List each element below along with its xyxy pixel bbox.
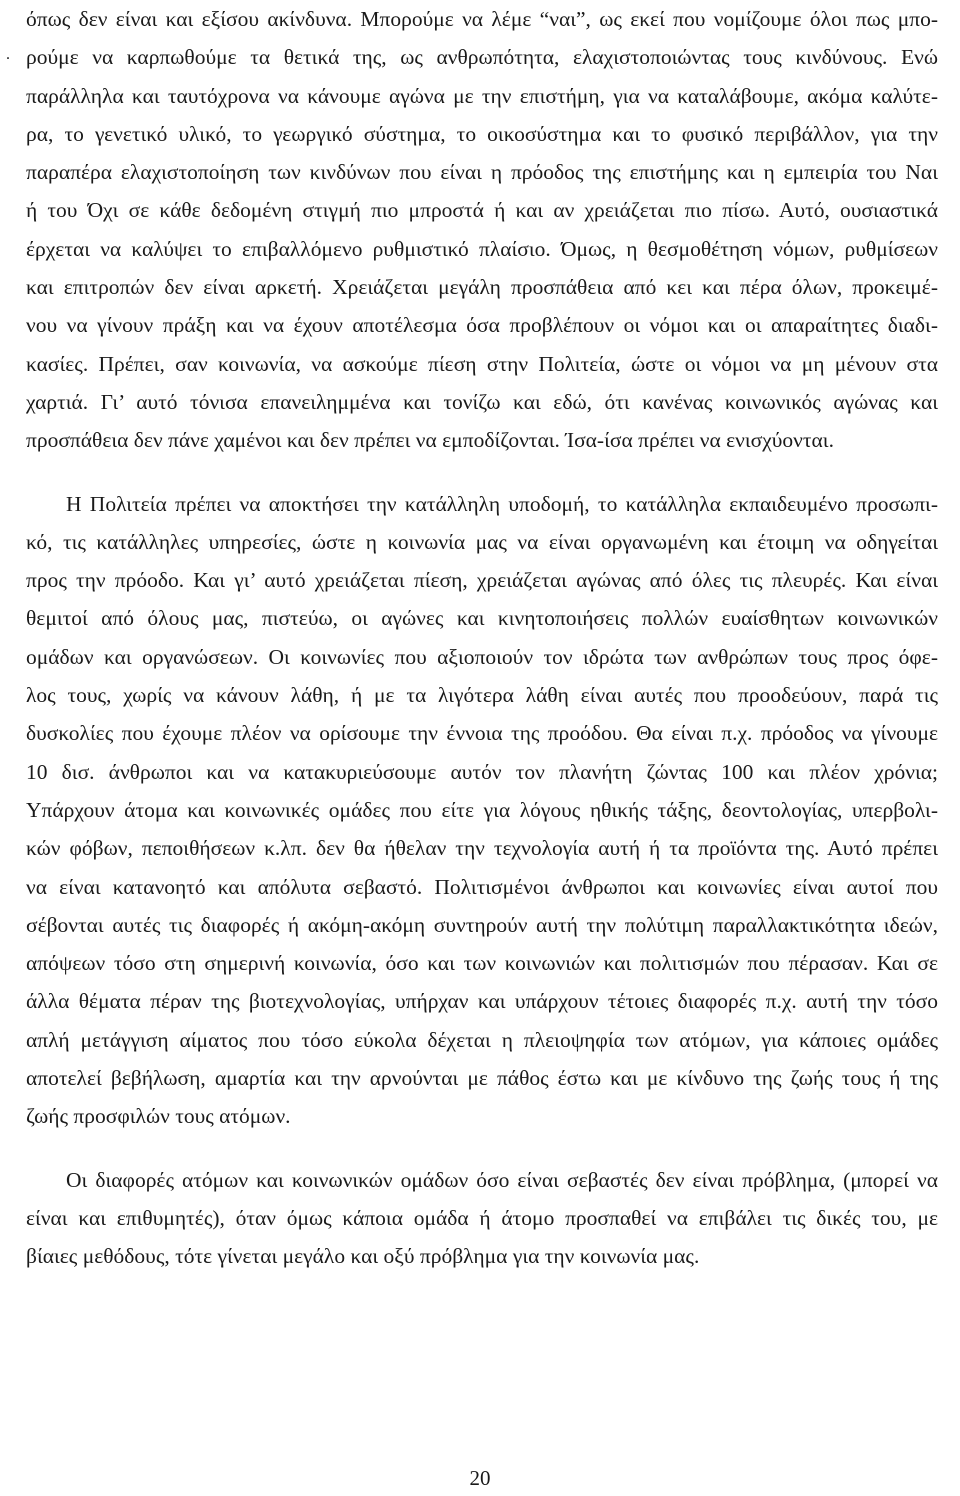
text-line: σέβονται αυτές τις διαφορές ή ακόμη-ακόμη συντηρούν αυτή την πολύτιμη παραλλακτικότητα ιδεών, (26, 912, 938, 937)
paragraph (26, 485, 938, 1136)
text-line: κών φόβων, πεποιθήσεων κ.λπ. δεν θα ήθελαν την τεχνολογία αυτή ή τα προϊόντα της. Αυτό πρέπει (26, 836, 938, 861)
text-line: και επιτροπών δεν είναι αρκετή. Χρειάζεται μεγάλη προσπάθεια από κει και πέρα όλων, προκειμέ- (26, 275, 938, 300)
text-line: να είναι κατανοητό και απόλυτα σεβαστό. Πολιτισμένοι άνθρωποι και κοινωνίες είναι αυτοί που (26, 874, 938, 899)
text-line: απλή μετάγγιση αίματος που τόσο εύκολα δέχεται η πλειοψηφία των ατόμων, για κάποιες ομάδες (26, 1027, 938, 1052)
text-line: κασίες. Πρέπει, σαν κοινωνία, να ασκούμε πίεση στην Πολιτεία, ώστε οι νόμοι να μη μένουν στα (26, 351, 938, 376)
text-line: παραπέρα ελαχιστοποίηση των κινδύνων που είναι η πρόοδος της επιστήμης και η εμπειρία του Ναι (26, 160, 938, 185)
margin-dot: . (6, 46, 10, 63)
text-line: ρα, το γενετικό υλικό, το γεωργικό σύστημα, το οικοσύστημα και το φυσικό περιβάλλον, για την (26, 121, 938, 146)
text-line: κό, τις κατάλληλες υπηρεσίες, ώστε η κοινωνία μας να είναι οργανωμένη και έτοιμη να οδηγείται (26, 529, 938, 554)
text-line: όπως δεν είναι και εξίσου ακίνδυνα. Μπορούμε να λέμε “ναι”, ως εκεί που νομίζουμε όλοι πως μπο- (26, 7, 938, 31)
text-line: 10 δισ. άνθρωποι και να κατακυριεύσουμε αυτόν τον πλανήτη ζώντας 100 και πλέον χρόνια; (26, 759, 938, 784)
text-line: λος τους, χωρίς να κάνουν λάθη, ή με τα λιγότερα λάθη είναι αυτές που προοδεύουν, παρά τις (26, 683, 938, 708)
text-line: Οι διαφορές ατόμων και κοινωνικών ομάδων όσο είναι σεβαστές δεν είναι πρόβλημα, (μπορεί να (66, 1167, 938, 1192)
text-line: απόψεων τόσο στη σημερινή κοινωνία, όσο και των κοινωνιών και πολιτισμών που πέρασαν. Και σε (26, 951, 938, 976)
text-line: ρούμε να καρπωθούμε τα θετικά της, ως ανθρωπότητα, ελαχιστοποιώντας τους κινδύνους. Ενώ (26, 45, 938, 70)
text-line: Η Πολιτεία πρέπει να αποκτήσει την κατάλληλη υποδομή, το κατάλληλα εκπαιδευμένο προσωπι- (66, 491, 938, 516)
page-number: 20 (469, 1466, 491, 1490)
text-line: άλλα θέματα πέραν της βιοτεχνολογίας, υπήρχαν και υπάρχουν τέτοιες διαφορές π.χ. αυτή την τόσο (26, 989, 938, 1014)
text-line: αποτελεί βεβήλωση, αμαρτία και την αρνούνται με πάθος έστω και με κίνδυνο της ζωής τους ή της (26, 1066, 938, 1091)
text-line: είναι και επιθυμητές), όταν όμως κάποια ομάδα ή άτομο προσπαθεί να επιβάλει τις δικές του, με (26, 1205, 938, 1230)
text-line: δυσκολίες που έχουμε πλέον να ορίσουμε την έννοια της προόδου. Θα είναι π.χ. πρόοδος να γίνουμε (26, 721, 938, 746)
text-line: ή του Όχι σε κάθε δεδομένη στιγμή πιο μπροστά ή και αν χρειάζεται πιο πίσω. Αυτό, ουσιαστικά (26, 198, 938, 223)
paragraph (26, 0, 938, 460)
text-line: προς την πρόοδο. Και γι’ αυτό χρειάζεται πίεση, χρειάζεται αγώνας από όλες τις πλευρές. Και είναι (26, 568, 938, 593)
text-line: προσπάθεια δεν πάνε χαμένοι και δεν πρέπει να εμποδίζονται. Ίσα-ίσα πρέπει να ενισχύονται. (26, 428, 834, 453)
paragraph (26, 1161, 938, 1276)
text-line: ομάδων και οργανώσεων. Οι κοινωνίες που αξιοποιούν τον ιδρώτα των ανθρώπων τους προς όφε- (26, 644, 938, 669)
document-page (26, 0, 938, 1276)
text-line: παράλληλα και ταυτόχρονα να κάνουμε αγώνα με την επιστήμη, για να καταλάβουμε, ακόμα καλύτε- (26, 83, 938, 108)
text-line: βίαιες μεθόδους, τότε γίνεται μεγάλο και οξύ πρόβλημα για την κοινωνία μας. (26, 1244, 700, 1269)
text-line: χαρτιά. Γι’ αυτό τόνισα επανειλημμένα και τονίζω και εδώ, ότι κανένας κοινωνικός αγώνας και (26, 389, 938, 414)
text-line: ζωής προσφιλών τους ατόμων. (26, 1104, 291, 1129)
text-line: θεμιτοί από όλους μας, πιστεύω, οι αγώνες και κινητοποιήσεις πολλών ευαίσθητων κοινωνικών (26, 606, 938, 631)
text-line: Υπάρχουν άτομα και κοινωνικές ομάδες που είτε για λόγους ηθικής τάξης, δεοντολογίας, υπερβολι- (26, 797, 938, 822)
text-line: έρχεται να καλύψει το επιβαλλόμενο ρυθμιστικό πλαίσιο. Όμως, η θεσμοθέτηση νόμων, ρυθμίσεων (26, 236, 938, 261)
text-line: νου να γίνουν πράξη και να έχουν αποτέλεσμα όσα προβλέπουν οι νόμοι και οι απαραίτητες διαδι- (26, 313, 938, 338)
